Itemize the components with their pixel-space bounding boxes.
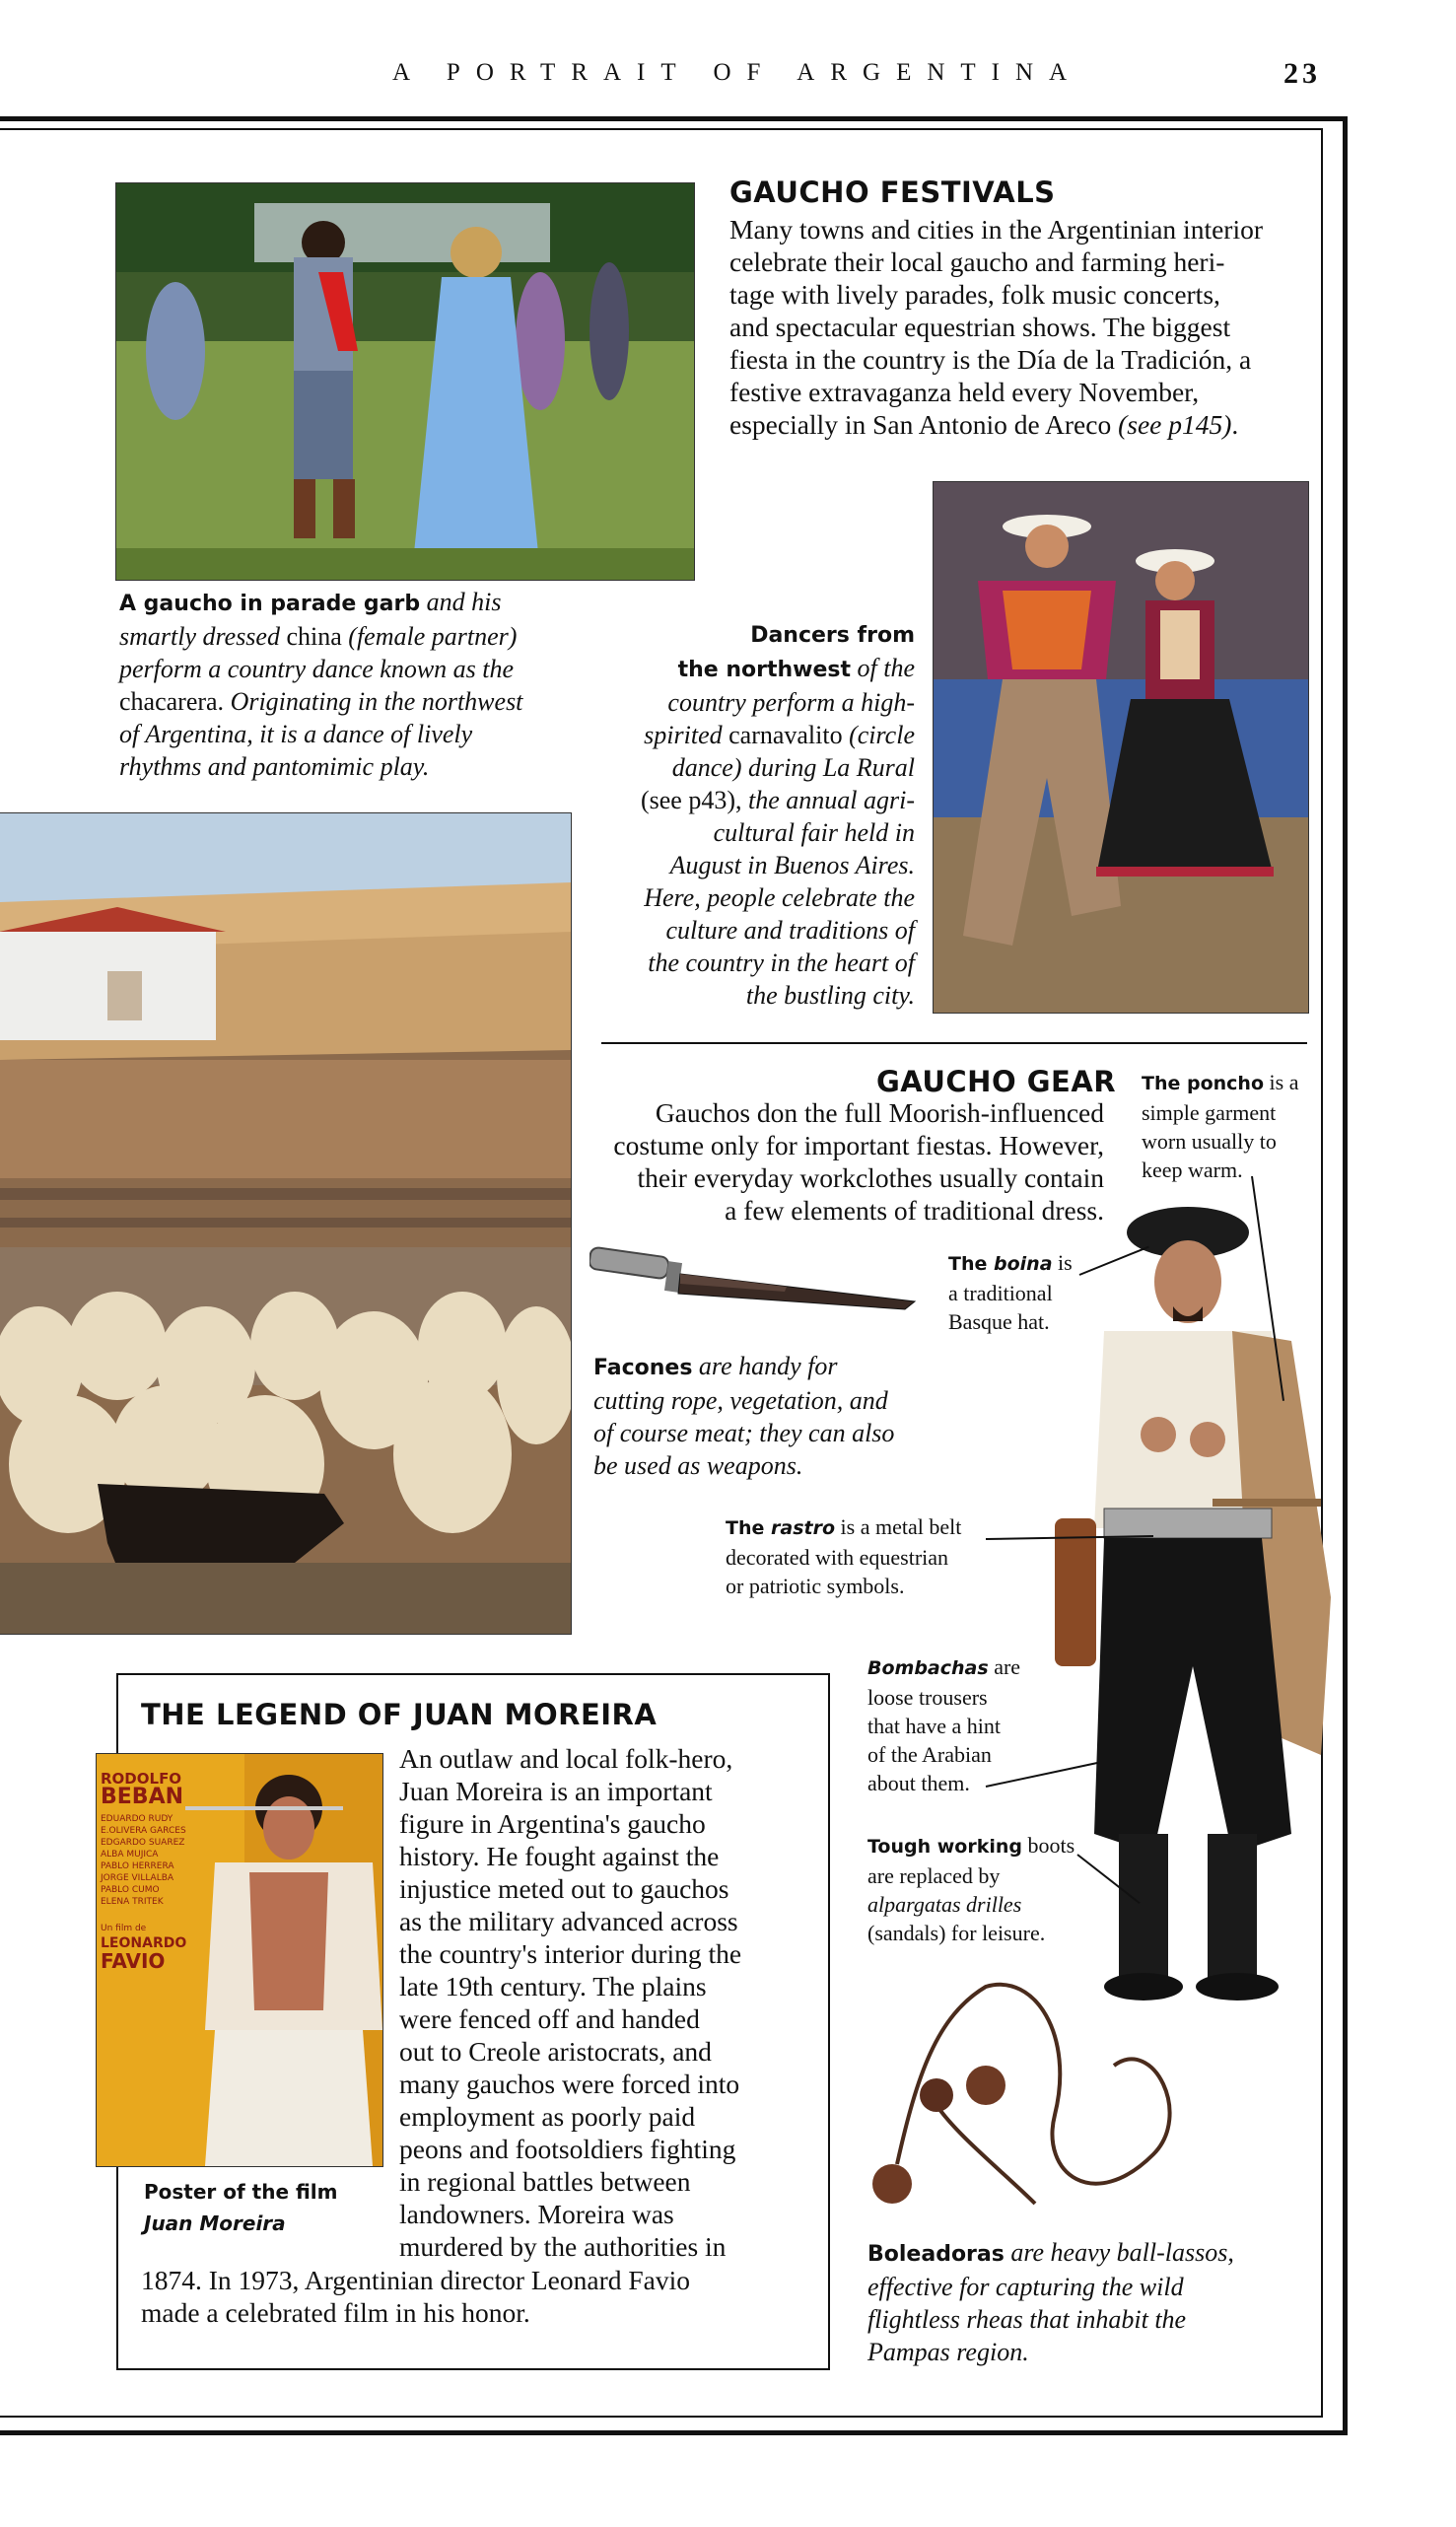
caption-lead: Boleadoras bbox=[867, 2242, 1005, 2267]
caption-northwest bbox=[589, 619, 915, 1012]
running-head: A PORTRAIT OF ARGENTINA bbox=[392, 59, 1083, 86]
caption-line bbox=[1142, 1068, 1319, 1098]
caption-text: Originating in the northwest bbox=[224, 687, 523, 716]
caption-text: (circle bbox=[849, 721, 915, 749]
legend-line: landowners. Moreira was bbox=[399, 2199, 674, 2229]
caption-lead: The bbox=[726, 1517, 771, 1539]
caption-line: of course meat; they can also bbox=[593, 1419, 895, 1447]
boleadoras-caption bbox=[867, 2236, 1282, 2368]
caption-line: decorated with equestrian bbox=[726, 1545, 949, 1570]
caption-text: smartly dressed bbox=[119, 622, 280, 651]
poster-director-last: FAVIO bbox=[101, 1949, 166, 1973]
caption-line bbox=[119, 620, 612, 653]
poster-director-first: LEONARDO bbox=[101, 1935, 187, 1951]
film-poster bbox=[96, 1753, 383, 2167]
caption-line bbox=[867, 1831, 1094, 1861]
gear-body bbox=[552, 1096, 1104, 1227]
caption-lead: the northwest bbox=[677, 658, 851, 682]
caption-line: dance) during La Rural bbox=[671, 753, 915, 782]
caption-line bbox=[593, 1350, 968, 1384]
caption-text: are bbox=[988, 1654, 1021, 1679]
page-number: 23 bbox=[1283, 57, 1321, 90]
bombachas-caption bbox=[867, 1652, 1035, 1797]
poster-cast-name: EDGARDO SUAREZ bbox=[101, 1838, 185, 1848]
legend-body bbox=[399, 1742, 813, 2263]
caption-line: cultural fair held in bbox=[713, 818, 915, 847]
poster-caption-title: Juan Moreira bbox=[144, 2211, 286, 2235]
caption-lead: Dancers from bbox=[750, 623, 915, 648]
poster-cast-name: JORGE VILLALBA bbox=[101, 1873, 174, 1883]
caption-text: are handy for bbox=[692, 1352, 838, 1380]
festivals-body bbox=[729, 213, 1321, 441]
festivals-line: and spectacular equestrian shows. The biggest bbox=[729, 312, 1231, 342]
caption-line bbox=[589, 784, 915, 816]
caption-text: are heavy ball-lassos, bbox=[1004, 2238, 1234, 2267]
caption-line: keep warm. bbox=[1142, 1158, 1243, 1182]
poster-cast-name: PABLO HERRERA bbox=[101, 1861, 174, 1871]
legend-line: out to Creole aristocrats, and bbox=[399, 2036, 712, 2067]
legend-body-wide bbox=[141, 2264, 821, 2329]
caption-line: August in Buenos Aires. bbox=[669, 851, 915, 879]
caption-lead: A gaucho in parade garb bbox=[119, 592, 421, 616]
poster-cast-name: PABLO CUMO bbox=[101, 1885, 160, 1895]
festivals-line: fiesta in the country is the Día de la Tradición, a bbox=[729, 344, 1252, 375]
caption-lead: The bbox=[948, 1253, 994, 1275]
caption-text: (see p43), bbox=[640, 786, 748, 814]
poncho-caption bbox=[1142, 1068, 1319, 1184]
poster-cast-name: EDUARDO RUDY bbox=[101, 1814, 173, 1824]
section-divider bbox=[601, 1042, 1307, 1044]
rastro-caption bbox=[726, 1512, 1021, 1600]
caption-line bbox=[119, 685, 612, 718]
caption-line bbox=[589, 652, 915, 686]
caption-dance bbox=[119, 586, 612, 783]
gear-heading: GAUCHO GEAR bbox=[876, 1065, 1117, 1098]
facon-knife-illustration bbox=[589, 1244, 925, 1323]
festivals-line: celebrate their local gaucho and farming heri- bbox=[729, 246, 1225, 277]
caption-text: is a metal belt bbox=[835, 1514, 962, 1539]
caption-line: (sandals) for leisure. bbox=[867, 1921, 1046, 1945]
caption-lead: rastro bbox=[771, 1517, 836, 1539]
poster-un-film: Un film de bbox=[101, 1924, 147, 1933]
caption-line: cutting rope, vegetation, and bbox=[593, 1386, 888, 1415]
facones-caption bbox=[593, 1350, 968, 1482]
caption-line bbox=[726, 1512, 1021, 1543]
caption-text: chacarera. bbox=[119, 687, 225, 716]
caption-line: perform a country dance known as the bbox=[119, 655, 515, 683]
legend-line: figure in Argentina's gaucho bbox=[399, 1808, 706, 1839]
legend-line: many gauchos were forced into bbox=[399, 2069, 740, 2099]
poster-title-last: BEBAN bbox=[101, 1785, 184, 1809]
festivals-line: Many towns and cities in the Argentinian interior bbox=[729, 214, 1263, 245]
caption-text: (female partner) bbox=[348, 622, 518, 651]
caption-lead: The poncho bbox=[1142, 1073, 1265, 1094]
northwest-dancers-photo bbox=[933, 481, 1309, 1014]
caption-line: of Argentina, it is a dance of lively bbox=[119, 720, 473, 748]
caption-line: be used as weapons. bbox=[593, 1451, 803, 1480]
caption-line: flightless rheas that inhabit the bbox=[867, 2305, 1187, 2334]
caption-text: is a bbox=[1264, 1070, 1299, 1094]
boleadoras-illustration bbox=[858, 1977, 1222, 2243]
legend-heading: THE LEGEND OF JUAN MOREIRA bbox=[141, 1698, 658, 1731]
caption-line: are replaced by bbox=[867, 1863, 1001, 1888]
festivals-last-start: especially in San Antonio de Areco bbox=[729, 409, 1119, 440]
caption-text: spirited bbox=[644, 721, 723, 749]
caption-line: effective for capturing the wild bbox=[867, 2273, 1184, 2301]
caption-line: Pampas region. bbox=[867, 2338, 1029, 2366]
caption-line bbox=[119, 586, 612, 620]
gaucho-dance-photo bbox=[115, 182, 695, 581]
caption-line: about them. bbox=[867, 1771, 970, 1795]
caption-line: Basque hat. bbox=[948, 1309, 1050, 1334]
poster-caption bbox=[144, 2176, 338, 2239]
legend-line: An outlaw and local folk-hero, bbox=[399, 1743, 733, 1774]
poster-cast-name: ALBA MUJICA bbox=[101, 1850, 159, 1860]
poster-cast-name: ELENA TRITEK bbox=[101, 1897, 164, 1907]
gear-line: their everyday workclothes usually contain bbox=[637, 1162, 1104, 1193]
caption-text: and his bbox=[420, 588, 502, 616]
festivals-line: festive extravaganza held every November, bbox=[729, 377, 1200, 407]
caption-lead: Bombachas bbox=[867, 1657, 989, 1679]
caption-line: or patriotic symbols. bbox=[726, 1574, 905, 1598]
caption-line: of the Arabian bbox=[867, 1742, 992, 1767]
gear-line: Gauchos don the full Moorish-influenced bbox=[655, 1097, 1104, 1128]
poster-cast bbox=[101, 1813, 186, 1908]
legend-line: Juan Moreira is an important bbox=[399, 1776, 713, 1806]
gear-line: a few elements of traditional dress. bbox=[725, 1195, 1104, 1226]
legend-line: murdered by the authorities in bbox=[399, 2231, 727, 2262]
caption-line: rhythms and pantomimic play. bbox=[119, 752, 430, 781]
caption-text: is bbox=[1052, 1250, 1073, 1275]
legend-line: late 19th century. The plains bbox=[399, 1971, 707, 2001]
legend-line: in regional battles between bbox=[399, 2166, 691, 2197]
legend-line: were fenced off and handed bbox=[399, 2003, 700, 2034]
estancia-sheep-photo bbox=[0, 812, 572, 1635]
caption-line: worn usually to bbox=[1142, 1129, 1277, 1154]
caption-line: loose trousers bbox=[867, 1685, 988, 1710]
caption-line bbox=[867, 1652, 1035, 1683]
poster-title-first: RODOLFO bbox=[101, 1770, 182, 1788]
legend-line: injustice meted out to gauchos bbox=[399, 1873, 729, 1904]
caption-lead: Facones bbox=[593, 1356, 693, 1380]
legend-line: employment as poorly paid bbox=[399, 2101, 696, 2132]
caption-line: Here, people celebrate the bbox=[644, 883, 915, 912]
caption-lead: boina bbox=[994, 1253, 1053, 1275]
caption-line: simple garment bbox=[1142, 1100, 1277, 1125]
festivals-line bbox=[729, 408, 1321, 441]
caption-text: boots bbox=[1022, 1833, 1075, 1858]
gear-line: costume only for important fiestas. However, bbox=[613, 1130, 1104, 1160]
caption-text: carnavalito bbox=[722, 721, 850, 749]
caption-line: the bustling city. bbox=[745, 981, 915, 1010]
legend-line: the country's interior during the bbox=[399, 1938, 742, 1969]
caption-line: the country in the heart of bbox=[648, 948, 915, 977]
boots-caption bbox=[867, 1831, 1094, 1947]
caption-line: culture and traditions of bbox=[665, 916, 915, 945]
caption-line bbox=[589, 719, 915, 751]
caption-text: the annual agri- bbox=[748, 786, 915, 814]
festivals-heading: GAUCHO FESTIVALS bbox=[729, 175, 1056, 209]
page-reference: (see p145) bbox=[1118, 409, 1232, 440]
legend-line: 1874. In 1973, Argentinian director Leonard Favio bbox=[141, 2265, 691, 2295]
caption-line: a traditional bbox=[948, 1281, 1053, 1305]
caption-line: country perform a high- bbox=[667, 688, 915, 717]
caption-lead: Tough working bbox=[867, 1836, 1023, 1858]
caption-text: of the bbox=[851, 654, 915, 682]
poster-cast-name: E.OLIVERA GARCES bbox=[101, 1826, 186, 1836]
festivals-line: tage with lively parades, folk music concerts, bbox=[729, 279, 1220, 310]
poster-caption-line: Poster of the film bbox=[144, 2180, 338, 2204]
legend-line: history. He fought against the bbox=[399, 1841, 720, 1871]
festivals-last-end: . bbox=[1231, 409, 1239, 440]
caption-line bbox=[867, 2236, 1282, 2271]
caption-line: that have a hint bbox=[867, 1714, 1002, 1738]
caption-text: china bbox=[279, 622, 349, 651]
legend-line: made a celebrated film in his honor. bbox=[141, 2297, 530, 2328]
caption-line: alpargatas drilles bbox=[867, 1892, 1022, 1917]
legend-line: peons and footsoldiers fighting bbox=[399, 2134, 736, 2164]
legend-line: as the military advanced across bbox=[399, 1906, 738, 1936]
